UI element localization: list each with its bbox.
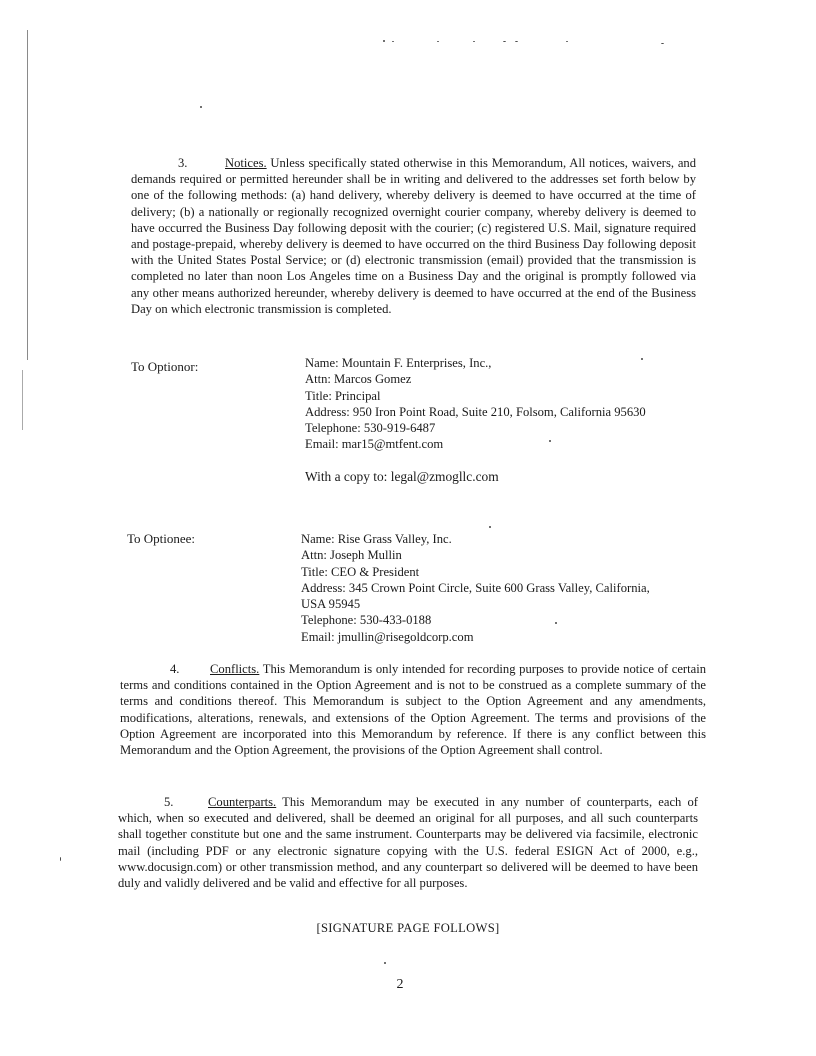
optionor-copy-to: With a copy to: legal@zmogllc.com <box>305 468 499 484</box>
scan-speck <box>515 41 518 42</box>
optionor-address: Address: 950 Iron Point Road, Suite 210, Folsom, California 95630 <box>305 404 646 419</box>
optionor-email: Email: mar15@mtfent.com <box>305 437 444 452</box>
optionee-name: Name: Rise Grass Valley, Inc. <box>301 532 452 546</box>
scan-speck <box>489 526 491 528</box>
section-4-body: This Memorandum is only intended for recording purposes to provide notice of certain terms and conditions contained in the Option Agreement and is not to be construed as a complete summary of the terms and conditions thereof. This Memorandum is subject to the Option Agreement and any amendments, modifications, alterations, renewals, and extensions of the Option Agreement. The terms and provisions of the Option Agreement are incorporated into this Memorandum by reference. If there is any conflict between this Memorandum and the Option Agreement, the provisions of the Option Agreement shall control. <box>120 662 706 758</box>
optionee-address-line2: USA 95945 <box>301 597 361 612</box>
page-number: 2 <box>396 977 404 992</box>
scan-speck <box>566 41 568 42</box>
signature-page-notice: [SIGNATURE PAGE FOLLOWS] <box>316 921 500 935</box>
optionee-title: Title: CEO & President <box>301 564 420 579</box>
optionor-address-block <box>305 355 646 485</box>
scan-edge-mark <box>22 370 23 430</box>
optionor-title: Title: Principal <box>305 388 381 403</box>
scan-speck <box>661 43 664 44</box>
section-4-number: 4. <box>170 662 180 676</box>
optionee-telephone: Telephone: 530-433-0188 <box>301 613 432 628</box>
optionee-email: Email: jmullin@risegoldcorp.com <box>301 629 474 644</box>
optionee-attn: Attn: Joseph Mullin <box>301 548 402 563</box>
section-5-number: 5. <box>164 795 174 809</box>
section-4-heading: Conflicts. <box>210 662 260 676</box>
scan-speck <box>60 857 61 861</box>
optionor-telephone: Telephone: 530-919-6487 <box>305 421 436 436</box>
optionor-label: To Optionor: <box>131 359 199 374</box>
section-3-number: 3. <box>178 156 188 170</box>
section-5-body: This Memorandum may be executed in any number of counterparts, each of which, when so executed and delivered, shall be deemed an original for all purposes, and all such counterparts shall together constitute but one and the same instrument. Counterparts may be delivered via facsimile, electronic mail (including PDF or any electronic signature copying with the U.S. federal ESIGN Act of 2000, e.g., www.docusign.com) or other transmission method, and any counterpart so delivered will be deemed to have been duly and validly delivered and be valid and effective for all purposes. <box>118 795 698 891</box>
optionor-name: Name: Mountain F. Enterprises, Inc., <box>305 356 492 370</box>
scan-speck <box>437 41 439 42</box>
optionee-label: To Optionee: <box>127 531 196 546</box>
section-5-counterparts <box>118 794 698 891</box>
scan-speck <box>200 106 202 108</box>
section-4-conflicts <box>120 661 706 758</box>
section-3-heading: Notices. <box>225 156 267 170</box>
scan-speck <box>503 41 506 42</box>
section-3-body: Unless specifically stated otherwise in this Memorandum, All notices, waivers, and demands required or permitted hereunder shall be in writing and delivered to the addresses set forth below by one of the following methods: (a) hand delivery, whereby delivery is deemed to have occurred at the time of delivery; (b) a nationally or regionally recognized overnight courier company, whereby delivery is deemed to have occurred the Business Day following deposit with the courier; (c) registered U.S. Mail, signature required and postage-prepaid, whereby delivery is deemed to have occurred on the third Business Day following deposit with the United States Postal Service; or (d) electronic transmission (email) provided that the transmission is completed no later than noon Los Angeles time on a Business Day and the original is promptly followed via any other means authorized hereunder, whereby delivery is deemed to have occurred at the end of the Business Day on which electronic transmission is completed. <box>131 156 696 316</box>
optionee-address-line1: Address: 345 Crown Point Circle, Suite 600 Grass Valley, California, <box>301 580 650 595</box>
scan-speck <box>384 962 386 964</box>
section-5-heading: Counterparts. <box>208 795 277 809</box>
optionor-attn: Attn: Marcos Gomez <box>305 372 412 387</box>
scan-edge-mark <box>27 30 28 360</box>
scan-speck <box>473 41 475 42</box>
scan-speck <box>392 41 394 42</box>
optionee-address-block <box>301 531 650 645</box>
scan-speck <box>383 40 385 42</box>
section-3-notices <box>131 155 696 317</box>
